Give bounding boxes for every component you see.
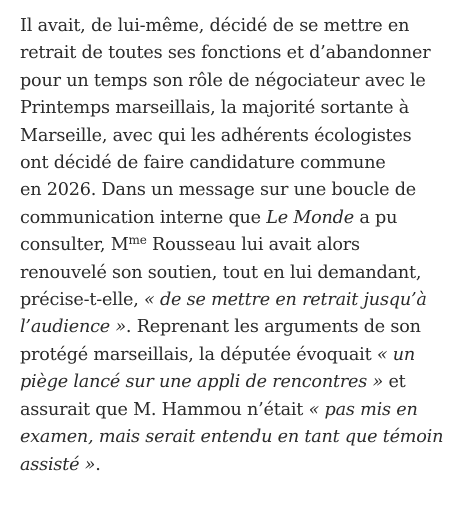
quote-segment: l’audience »	[20, 317, 126, 338]
text-line-13	[20, 342, 440, 369]
text-segment: consulter, M	[20, 235, 129, 256]
text-segment: ont décidé de faire candidature commune	[20, 153, 386, 174]
text-segment: retrait de toutes ses fonctions et d’abandonner	[20, 43, 431, 64]
text-segment: .	[95, 454, 101, 475]
text-line-1	[20, 13, 440, 40]
publication-name: Le Monde	[266, 207, 354, 228]
quote-segment: piège lancé sur une appli de rencontres »	[20, 372, 384, 393]
quote-segment: « pas mis en	[308, 399, 418, 420]
text-segment: a pu	[353, 207, 398, 228]
text-segment: renouvelé son soutien, tout en lui demandant,	[20, 262, 422, 283]
text-line-14	[20, 369, 440, 396]
text-line-5	[20, 123, 440, 150]
text-line-11	[20, 287, 440, 314]
text-segment: . Reprenant les arguments de son	[125, 317, 421, 338]
text-line-8	[20, 205, 440, 232]
text-line-12	[20, 314, 440, 341]
quote-segment: « un	[376, 344, 416, 365]
text-segment: assurait que M. Hammou n’était	[20, 399, 309, 420]
text-line-15	[20, 397, 440, 424]
text-segment: Rousseau lui avait alors	[146, 235, 360, 256]
text-segment: Il avait, de lui-même, décidé de se mettre en	[20, 16, 410, 36]
text-segment: et	[383, 372, 406, 393]
text-line-6	[20, 150, 440, 177]
quote-segment: assisté »	[20, 454, 96, 475]
quote-segment: « de se mettre en retrait jusqu’à	[144, 290, 427, 311]
text-line-16	[20, 424, 444, 451]
text-segment: Printemps marseillais, la majorité sortante à	[20, 98, 410, 119]
text-line-10	[20, 260, 440, 287]
text-line-7	[20, 177, 440, 204]
text-segment: précise-t-elle,	[20, 290, 145, 311]
text-line-3	[20, 68, 440, 95]
text-line-2	[20, 40, 440, 67]
text-segment: communication interne que	[20, 207, 267, 228]
quote-segment: examen, mais serait entendu en tant que témoin	[20, 427, 444, 448]
text-line-17	[20, 452, 440, 479]
title-abbreviation-superscript: me	[128, 233, 147, 248]
text-segment: pour un temps son rôle de négociateur avec le	[20, 70, 426, 91]
text-line-4	[20, 95, 440, 122]
text-segment: en 2026. Dans un message sur une boucle de	[20, 180, 416, 201]
text-line-9	[20, 232, 440, 259]
text-segment: protégé marseillais, la députée évoquait	[20, 344, 377, 365]
text-segment: Marseille, avec qui les adhérents écologistes	[20, 125, 412, 146]
article-paragraph	[20, 13, 444, 479]
